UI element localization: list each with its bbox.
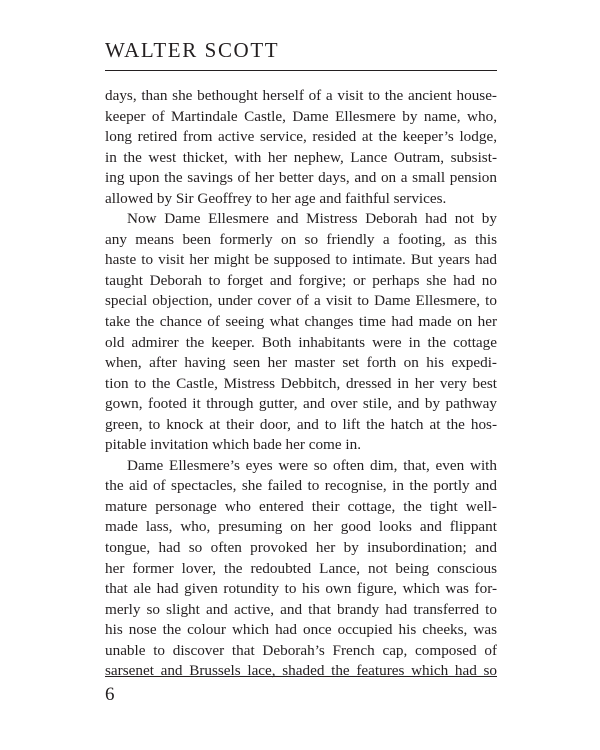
text-line: ing upon the savings of her better days, and on a small pension (105, 169, 497, 187)
text-line: the aid of spectacles, she failed to recognise, in the portly and (105, 477, 497, 495)
text-line: Dame Ellesmere’s eyes were so often dim, that, even with (127, 456, 497, 474)
text-line: made lass, who, presuming on her good looks and flippant (105, 518, 497, 536)
text-line: tion to the Castle, Mistress Debbitch, dressed in her very best (105, 374, 497, 392)
text-line: Now Dame Ellesmere and Mistress Deborah had not by (127, 210, 497, 228)
text-line: taught Deborah to forget and forgive; or perhaps she had no (105, 271, 497, 289)
body-text (105, 86, 497, 682)
text-line: long retired from active service, resided at the keeper’s lodge, (105, 128, 497, 146)
text-line: green, to knock at their door, and to lift the hatch at the hos- (105, 415, 497, 433)
text-line: allowed by Sir Geoffrey to her age and faithful services. (105, 189, 447, 207)
text-line: take the chance of seeing what changes time had made on her (105, 313, 497, 331)
text-line: keeper of Martindale Castle, Dame Ellesmere by name, who, (105, 107, 497, 125)
text-line: days, than she bethought herself of a visit to the ancient house- (105, 87, 497, 104)
text-line: that ale had given rotundity to his own figure, which was for- (105, 580, 497, 598)
running-head: WALTER SCOTT (105, 38, 280, 62)
text-line: in the west thicket, with her nephew, Lance Outram, subsist- (105, 148, 497, 166)
text-line: unable to discover that Deborah’s French cap, composed of (105, 641, 497, 659)
text-line: merly so slight and active, and that brandy had transferred to (105, 600, 497, 618)
text-line: special objection, under cover of a visit to Dame Ellesmere, to (105, 292, 497, 310)
text-line: gown, footed it through gutter, and over stile, and by pathway (105, 395, 497, 413)
text-line: when, after having seen her master set forth on his expedi- (105, 354, 497, 372)
text-line: his nose the colour which had once occupied his cheeks, was (105, 621, 497, 639)
text-line: her former lover, the redoubted Lance, not being conscious (105, 559, 497, 577)
text-line: old admirer the keeper. Both inhabitants were in the cottage (105, 333, 497, 351)
text-line: sarsenet and Brussels lace, shaded the features which had so (105, 662, 497, 680)
text-line: pitable invitation which bade her come in. (105, 436, 361, 454)
footer-rule (105, 676, 497, 677)
text-line: mature personage who entered their cottage, the tight well- (105, 497, 497, 515)
page-number: 6 (105, 684, 115, 705)
text-line: tongue, had so often provoked her by insubordination; and (105, 539, 497, 557)
header-rule (105, 70, 497, 71)
text-line: any means been formerly on so friendly a footing, as this (105, 230, 497, 248)
text-line: haste to visit her might be supposed to intimate. But years had (105, 251, 497, 269)
